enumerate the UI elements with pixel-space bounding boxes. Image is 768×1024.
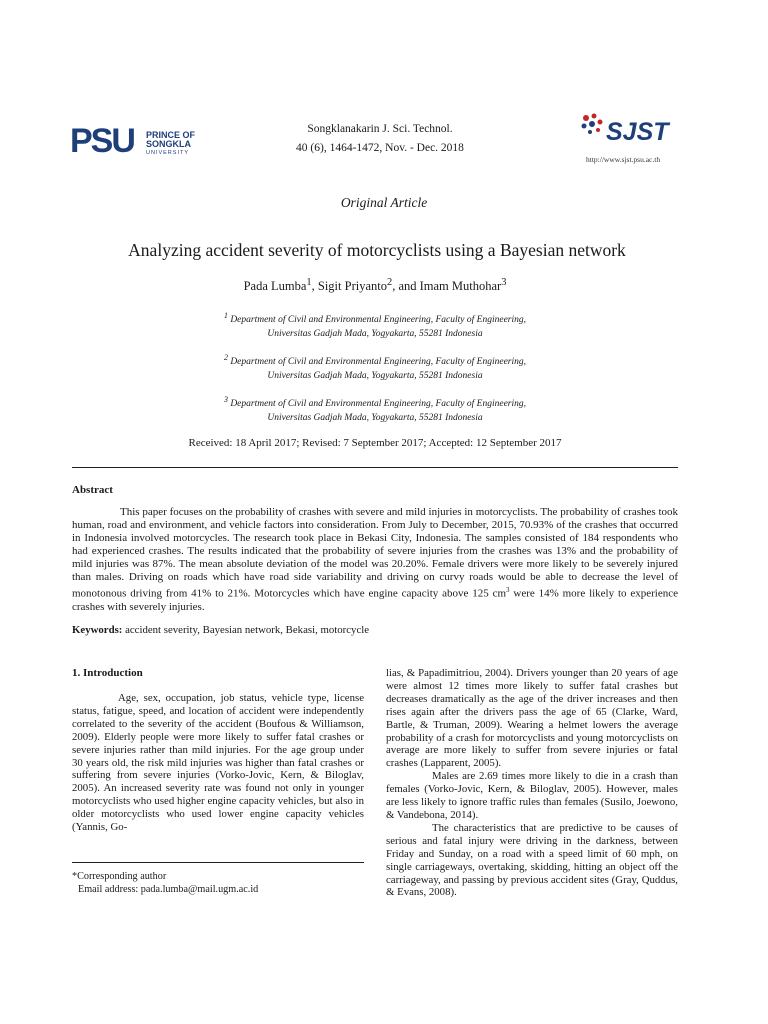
journal-name: Songklanakarin J. Sci. Technol. xyxy=(307,123,453,135)
keywords-label: Keywords: xyxy=(72,624,123,636)
affiliation-1: $^1$ Department of Civil and Environmental Engineering, Faculty of Engineering, Universitas Gadjah Mada, Yogyakarta, 55281 Indonesia xyxy=(223,311,526,340)
author-name: Pada Lumba xyxy=(243,279,307,294)
sjst-logo-text: SJST xyxy=(606,118,669,146)
paragraph: Age, sex, occupation, job status, vehicle type, license status, fatigue, speed, and location of accident were independently correlated to the severity of the accident (Boufous & Williamson, 2009). Elderly people were more likely to suffer fatal crashes or severe injuries rather than mild injuries. For the age group under 30 years old, the risk mild injuries was higher than fatal crashes or suffering from severe injuries (Vorko-Jovic, Kern, & Biloglav, 2005). An increased severity rate was found not only in younger motorcyclists who used higher engine capacity vehicles, but also in older motorcyclists who used lower engine capacity vehicles (Yannis, Go- xyxy=(72,692,364,834)
sjst-logo xyxy=(578,110,688,170)
paragraph: lias, & Papadimitriou, 2004). Drivers younger than 20 years of age were almost 12 times more likely to suffer fatal crashes but decreases dramatically as the age of the driver increases and then rises again after the drivers pass the age of 65 (Clarke, Ward, Bartle, & Truman, 2009). Wearing a helmet lowers the average probability of a crash for motorcyclists and young motorcyclists on average are more likely to suffer from severe injuries or fatal crashes (Lapparent, 2005). xyxy=(386,667,678,770)
affiliation-3: $^3$ Department of Civil and Environmental Engineering, Faculty of Engineering, Universitas Gadjah Mada, Yogyakarta, 55281 Indonesia xyxy=(223,395,526,424)
corresponding-email[interactable]: Email address: pada.lumba@mail.ugm.ac.id xyxy=(78,884,259,895)
footnote xyxy=(72,870,258,896)
psu-logo-mark: PSU xyxy=(70,122,134,160)
article-type: Original Article xyxy=(340,195,428,210)
section-heading-introduction: 1. Introduction xyxy=(72,667,143,679)
author-name: Sigit Priyanto xyxy=(317,279,387,294)
affiliation-2: $^2$ Department of Civil and Environmental Engineering, Faculty of Engineering, Universitas Gadjah Mada, Yogyakarta, 55281 Indonesia xyxy=(223,353,526,382)
author-name: Imam Muthohar xyxy=(419,279,502,294)
journal-citation xyxy=(250,120,510,158)
article-title: Analyzing accident severity of motorcyclists using a Bayesian network xyxy=(128,240,626,260)
journal-issue: 40 (6), 1464-1472, Nov. - Dec. 2018 xyxy=(296,142,464,154)
submission-dates: Received: 18 April 2017; Revised: 7 September 2017; Accepted: 12 September 2017 xyxy=(188,437,562,449)
footnote-divider xyxy=(72,862,364,863)
keywords xyxy=(72,624,369,636)
psu-logo xyxy=(70,122,230,162)
keywords-list: accident severity, Bayesian network, Bekasi, motorcycle xyxy=(122,624,370,636)
sjst-url[interactable]: http://www.sjst.psu.ac.th xyxy=(586,155,661,164)
psu-logo-text: PRINCE OF SONGKLA UNIVERSITY xyxy=(146,130,196,156)
sjst-emblem-icon xyxy=(578,112,608,142)
authors: Pada Lumba$^1$, Sigit Priyanto$^2$, and Imam Muthohar$^3$ xyxy=(243,277,507,294)
intro-column-left xyxy=(72,692,364,834)
abstract-body: This paper focuses on the probability of crashes with severe and mild injuries in motorcyclists. The probability of crashes took human, road and environment, and vehicle factors into consideration. From July to December, 2015, 70.93% of the crashes that occurred in Indonesia involved motorcycles. The research took place in Bekasi City, Indonesia. The samples consisted of 184 respondents who had experienced crashes. The results indicated that the probability of severe injuries from the crashes was 13% and the probability of mild injuries was 87%. The mean absolute deviation of the model was 20.20%. Female drivers were more likely to be severely injured than males. Driving on roads which have road side variability and driving on curvy roads would be able to decrease the level of monotonous driving from 41% to 21%. Motorcycles which have engine capacity above 125 $cm^3$ were 14% more likely to experience crashes with severely injuries. xyxy=(72,506,679,613)
intro-column-right xyxy=(386,667,678,899)
divider xyxy=(72,467,678,468)
paragraph: The characteristics that are predictive to be causes of serious and fatal injury were driving in the darkness, between Friday and Sunday, on a road with a speed limit of 60 mph, on single carriageways, overtaking, skidding, hitting an object off the carriageway, and passing by previous accident sites (Gray, Quddus, & Evans, 2008). xyxy=(386,821,678,899)
abstract-heading: Abstract xyxy=(72,484,113,496)
author-sup: 1 xyxy=(306,277,312,288)
corresponding-author: *Corresponding author xyxy=(72,871,167,882)
paragraph: Males are 2.69 times more likely to die in a crash than females (Vorko-Jovic, Kern, & Biloglav, 2005). However, males are less likely to ignore traffic rules than females (Susilo, Joewono, & Vandebona, 2014). xyxy=(386,770,678,821)
author-sup: 2 xyxy=(386,277,393,288)
author-sup: 3 xyxy=(501,277,507,288)
